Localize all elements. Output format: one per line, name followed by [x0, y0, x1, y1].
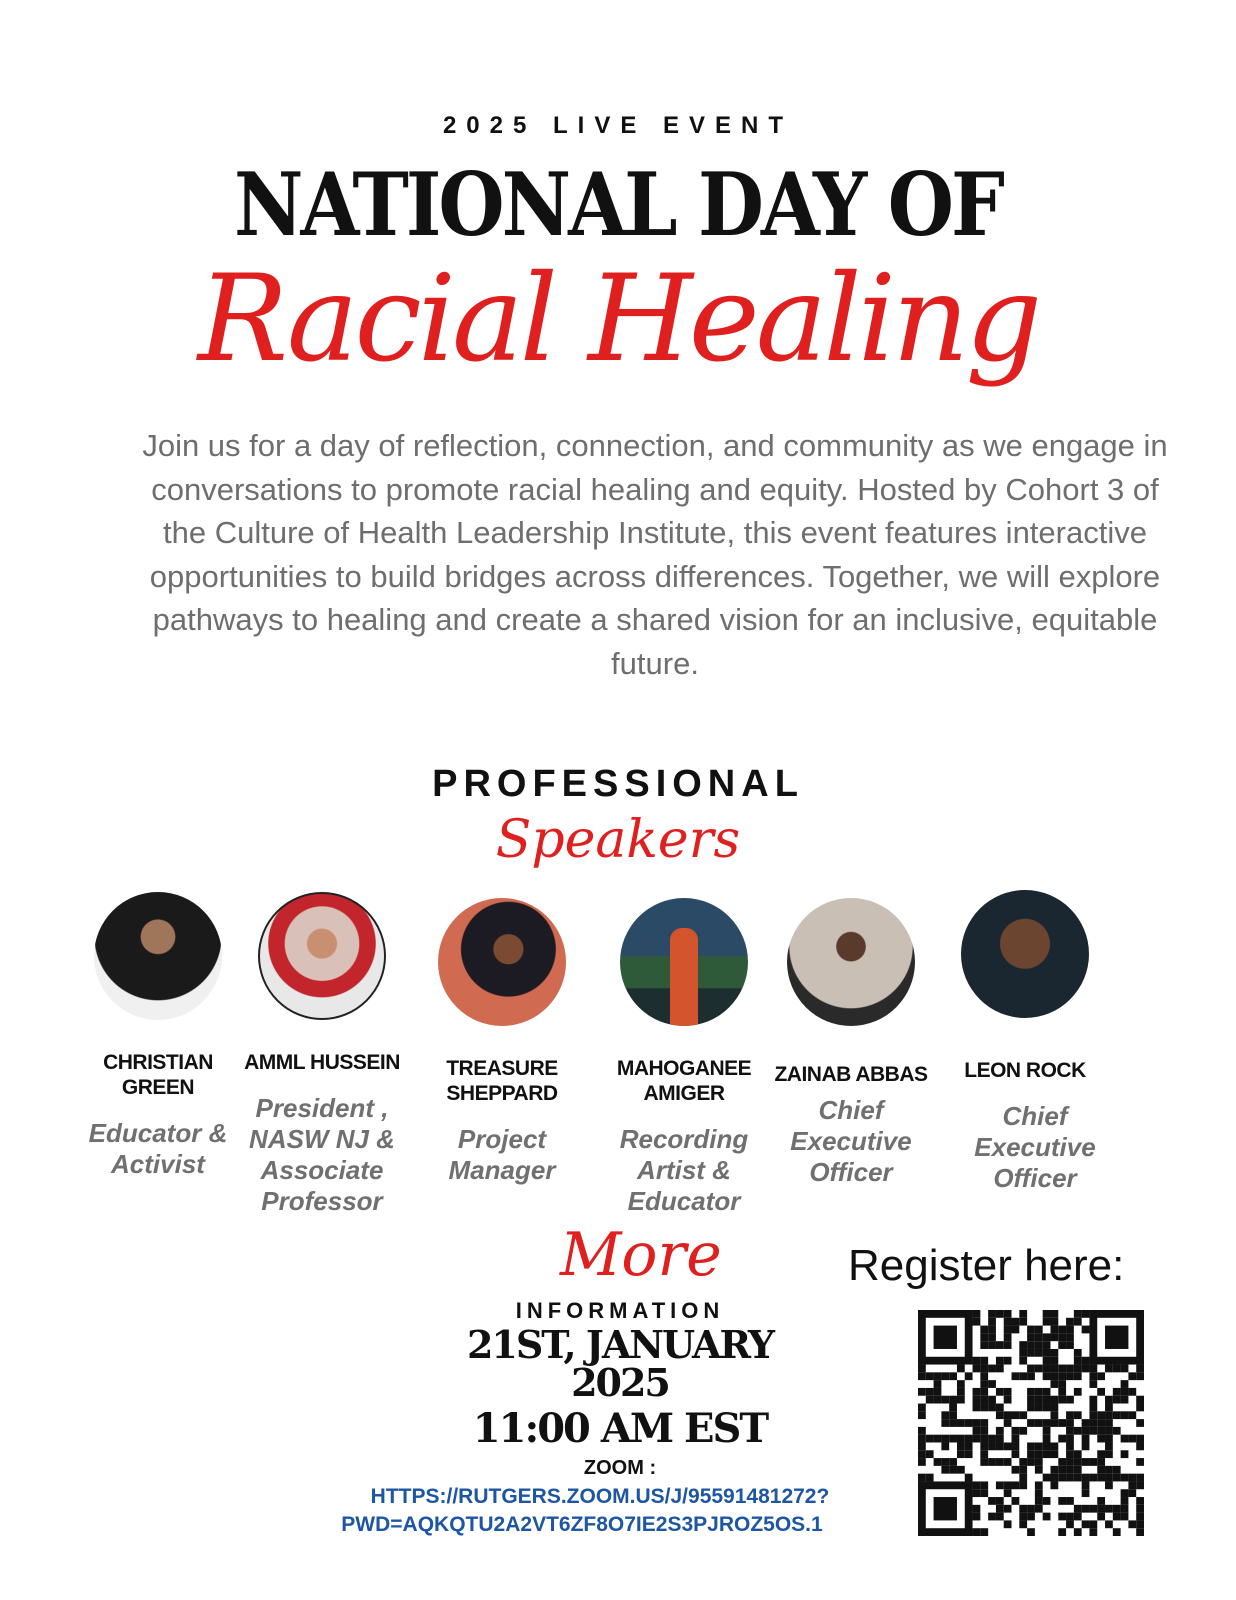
speaker-name: ZAINAB ABBAS	[774, 1063, 928, 1086]
event-description: Join us for a day of reflection, connection, and community as we engage in conversations to promote racial healing and equity. Hosted by Cohort 3 of the Culture of Health Leadership Institute, this event features interactive opportunities to build bridges across differences. Together, we will explore pathways to healing and create a shared vision for an inclusive, equitable future.	[142, 428, 1168, 681]
event-time: 11:00 AM EST	[472, 1405, 768, 1452]
register-label: Register here:	[848, 1241, 1125, 1290]
speaker-name: AMML HUSSEIN	[244, 1051, 400, 1074]
speaker-role: Chief Executive Officer	[790, 1095, 912, 1187]
speaker-name: TREASURE SHEPPARD	[446, 1057, 558, 1105]
speaker-name: CHRISTIAN GREEN	[103, 1051, 213, 1099]
speaker-card	[417, 898, 587, 1186]
speaker-card	[766, 898, 936, 1188]
speaker-role: President , NASW NJ & Associate Professor	[249, 1093, 395, 1216]
event-title: NATIONAL DAY OF	[234, 153, 1002, 256]
event-subtitle: Racial Healing	[197, 250, 1039, 389]
information-heading: INFORMATION	[515, 1298, 725, 1323]
speaker-role: Project Manager	[448, 1124, 556, 1185]
speaker-card	[599, 898, 769, 1217]
speaker-role: Educator & Activist	[88, 1118, 228, 1179]
speaker-name: MAHOGANEE AMIGER	[616, 1057, 752, 1105]
speakers-heading: PROFESSIONAL	[432, 763, 804, 805]
speaker-card	[73, 892, 243, 1180]
speaker-name: LEON ROCK	[964, 1059, 1086, 1082]
speaker-card	[237, 892, 407, 1217]
speaker-photo	[258, 892, 386, 1020]
zoom-label: ZOOM :	[583, 1457, 657, 1479]
speaker-photo	[961, 890, 1089, 1018]
speaker-role: Recording Artist & Educator	[619, 1124, 749, 1216]
speaker-photo	[438, 898, 566, 1026]
event-eyebrow: 2025 LIVE EVENT	[442, 112, 794, 139]
more-script: More	[560, 1220, 722, 1290]
zoom-link-line1[interactable]: HTTPS://RUTGERS.ZOOM.US/J/95591481272?	[370, 1485, 830, 1508]
speaker-card	[940, 890, 1110, 1194]
qr-code[interactable]	[918, 1310, 1144, 1536]
event-date: 21ST, JANUARY 2025	[466, 1322, 774, 1405]
speaker-photo	[620, 898, 748, 1026]
zoom-link-line2[interactable]: PWD=AQKQTU2A2VT6ZF8O7IE2S3PJROZ5OS.1	[341, 1513, 823, 1536]
speaker-role: Chief Executive Officer	[974, 1101, 1096, 1193]
speaker-photo	[94, 892, 222, 1020]
speaker-photo	[787, 898, 915, 1026]
speakers-script: Speakers	[495, 810, 741, 870]
